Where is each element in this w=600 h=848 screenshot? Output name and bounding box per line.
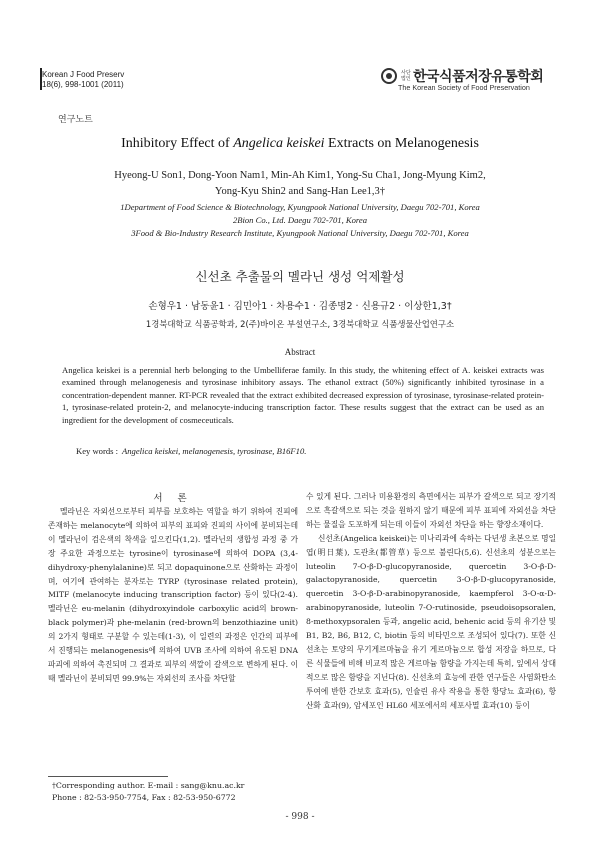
abstract-heading: Abstract bbox=[284, 347, 316, 357]
affiliation-3: 3Food & Bio-Industry Research Institute, Kyungpook National University, Daegu 702-701, Korea bbox=[131, 228, 469, 238]
journal-citation bbox=[42, 70, 124, 90]
section-tag: 연구노트 bbox=[58, 115, 93, 125]
affiliation-1: 1Department of Food Science & Biotechnology, Kyungpook National University, Daegu 702-701, Korea bbox=[120, 202, 480, 212]
keywords-text: Angelica keiskei, melanogenesis, tyrosinase, B16F10. bbox=[122, 446, 307, 456]
intro-right-column bbox=[306, 490, 556, 713]
intro-right-paragraph-1: 수 있게 된다. 그러나 미용환경의 측면에서는 피부가 갈색으로 되고 장기적으로 흑갈색으로 되는 것을 원하지 않기 때문에 피부 표피에 자외선을 차단하는 물질을 도포하게 되는데 이들이 자외선 차단을 하는 향장소재이다. bbox=[306, 492, 556, 529]
affiliations-ko: 1경북대학교 식품공학과, 2(주)바이온 부설연구소, 3경북대학교 식품생물산업연구소 bbox=[145, 319, 455, 329]
abstract-body: Angelica keiskei is a perennial herb belonging to the Umbelliferae family. In this study, the whitening effect of A. keiskei extracts was examined through melanogenesis and tyrosinase inhibitory assays. The ethanol extract (50%) significantly inhibited tyrosinase in a concentration-dependent manner. RT-PCR revealed that the extract exhibited decreased expression of tyrosinase, tyrosinase-related protein-1, tyrosinase-related protein-2, and melanocyte-inducing transcription factor. These results suggest that the extract can be used as an ingredient for the development of cosmeceuticals. bbox=[62, 365, 544, 425]
intro-left-column: 멜라닌은 자외선으로부터 피부를 보호하는 역할을 하기 위하여 진피에 존재하는 melanocyte에 의하여 피부의 표피와 진피의 사이에 분비되는데 이 멜라닌이 검은색의 착색을 일으킨다(1,2). 멜라닌의 생합성 과정 중 가장 주요한 과정으로는 tyrosine이 tyrosinase에 의하여 DOPA (3,4-dihydroxy-phenylalanine)로 되고 dopaquinone으로 산화하는 과정이며, 여기에 관여하는 분자로는 TYRP (tyrosinase related protein), MITF (melanocyte inducing transcription factor) 등이 있다(2-4). 멜라닌은 eu-melanin (dihydroxyindole carboxylic acid의 brown-black polymer)과 phe-melanin (red-brown의 benzothiazine unit)의 2가지 형태로 구분할 수 있는데(1-3), 이 일련의 과정은 인간의 피부에서 진행되는 melanogenesis에 의하여 UVB 조사에 의하여 유도된 DNA 파괴에 의하여 촉진되며 그 결과로 피부의 색깔이 갈색으로 변하게 된다. 이 때 멜라닌이 분비되면 99.9%는 자외선의 조사를 차단할 bbox=[48, 507, 298, 683]
society-small-label: 사단 법인 bbox=[401, 70, 411, 82]
corresponding-author: †Corresponding author. E-mail : sang@knu.ac.kr bbox=[52, 781, 245, 790]
title-post: Extracts on Melanogenesis bbox=[324, 136, 479, 151]
authors-en bbox=[60, 168, 540, 200]
authors-ko: 손형우1 · 남동윤1 · 김민아1 · 차용수1 · 김종명2 · 신용규2 · 이상한1,3† bbox=[148, 301, 452, 312]
keywords bbox=[76, 446, 306, 456]
intro-right-paragraph-2: 신선초(Angelica keiskei)는 미나리과에 속하는 다년생 초본으로 명일엽(明日葉), 도관초(都管草) 등으로 불린다(5,6). 신선초의 성분으로는 luteolin 7-O-β-D-glucopyranoside, quercetin 3-O-β-D-galactopyranoside, quercetin 3-O-β-D-glucopyranoside, quercetin 3-O-β-D-arabinopyranoside, kaempferol 3-O-α-D-arabinopyranoside, luteolin 7-O-rutinoside, pseudoisopsoralen, 8-methoxypsoralen 등과, angelic acid, behenic acid 등의 유기산 및 B1, B2, B6, B12, C, biotin 등의 비타민으로 조성되어 있다(7). 또한 신선초는 토양의 무기게르마늄을 유기 게르마늄으로 합성 저장을 하므로, 다른 식물들에 비해 비교적 많은 게르마늄 함량을 가지는데 특히, 잎에서 상대적으로 많은 함량을 지닌다(8). 신선초의 효능에 관한 연구들은 사염화탄소 투여에 반한 간보호 효과(5), 인슐린 유사 작용을 통한 항당뇨 효과(6), 항산화 효과(9), 암세포인 HL60 세포에서의 세포사멸 효과(10) 등이 bbox=[306, 533, 556, 710]
contact-phone-fax: Phone : 82-53-950-7754, Fax : 82-53-950-6772 bbox=[52, 793, 236, 802]
authors-en-line1: Hyeong-U Son1, Dong-Yoon Nam1, Min-Ah Kim1, Yong-Su Cha1, Jong-Myung Kim2, bbox=[114, 170, 486, 181]
title-pre: Inhibitory Effect of bbox=[121, 136, 234, 151]
title-ko: 신선초 추출물의 멜라닌 생성 억제활성 bbox=[195, 269, 405, 284]
footnote-rule bbox=[48, 776, 168, 777]
society-name-en: The Korean Society of Food Preservation bbox=[398, 83, 530, 92]
page-number: - 998 - bbox=[285, 812, 315, 822]
journal-name: Korean J Food Preserv bbox=[42, 70, 125, 79]
society-logo-icon bbox=[381, 68, 397, 84]
society-name-ko: 한국식품저장유통학회 bbox=[413, 69, 544, 85]
keywords-label: Key words : bbox=[76, 446, 119, 456]
intro-heading: 서 론 bbox=[153, 493, 193, 504]
paper-title bbox=[40, 136, 560, 152]
affiliation-2: 2Bion Co., Ltd. Daegu 702-701, Korea bbox=[232, 215, 368, 225]
footnote bbox=[52, 780, 244, 804]
title-species: Angelica keiskei bbox=[233, 136, 325, 151]
authors-en-line2: Yong-Kyu Shin2 and Sang-Han Lee1,3† bbox=[214, 186, 386, 197]
journal-volume: 18(6), 998-1001 (2011) bbox=[42, 80, 124, 89]
